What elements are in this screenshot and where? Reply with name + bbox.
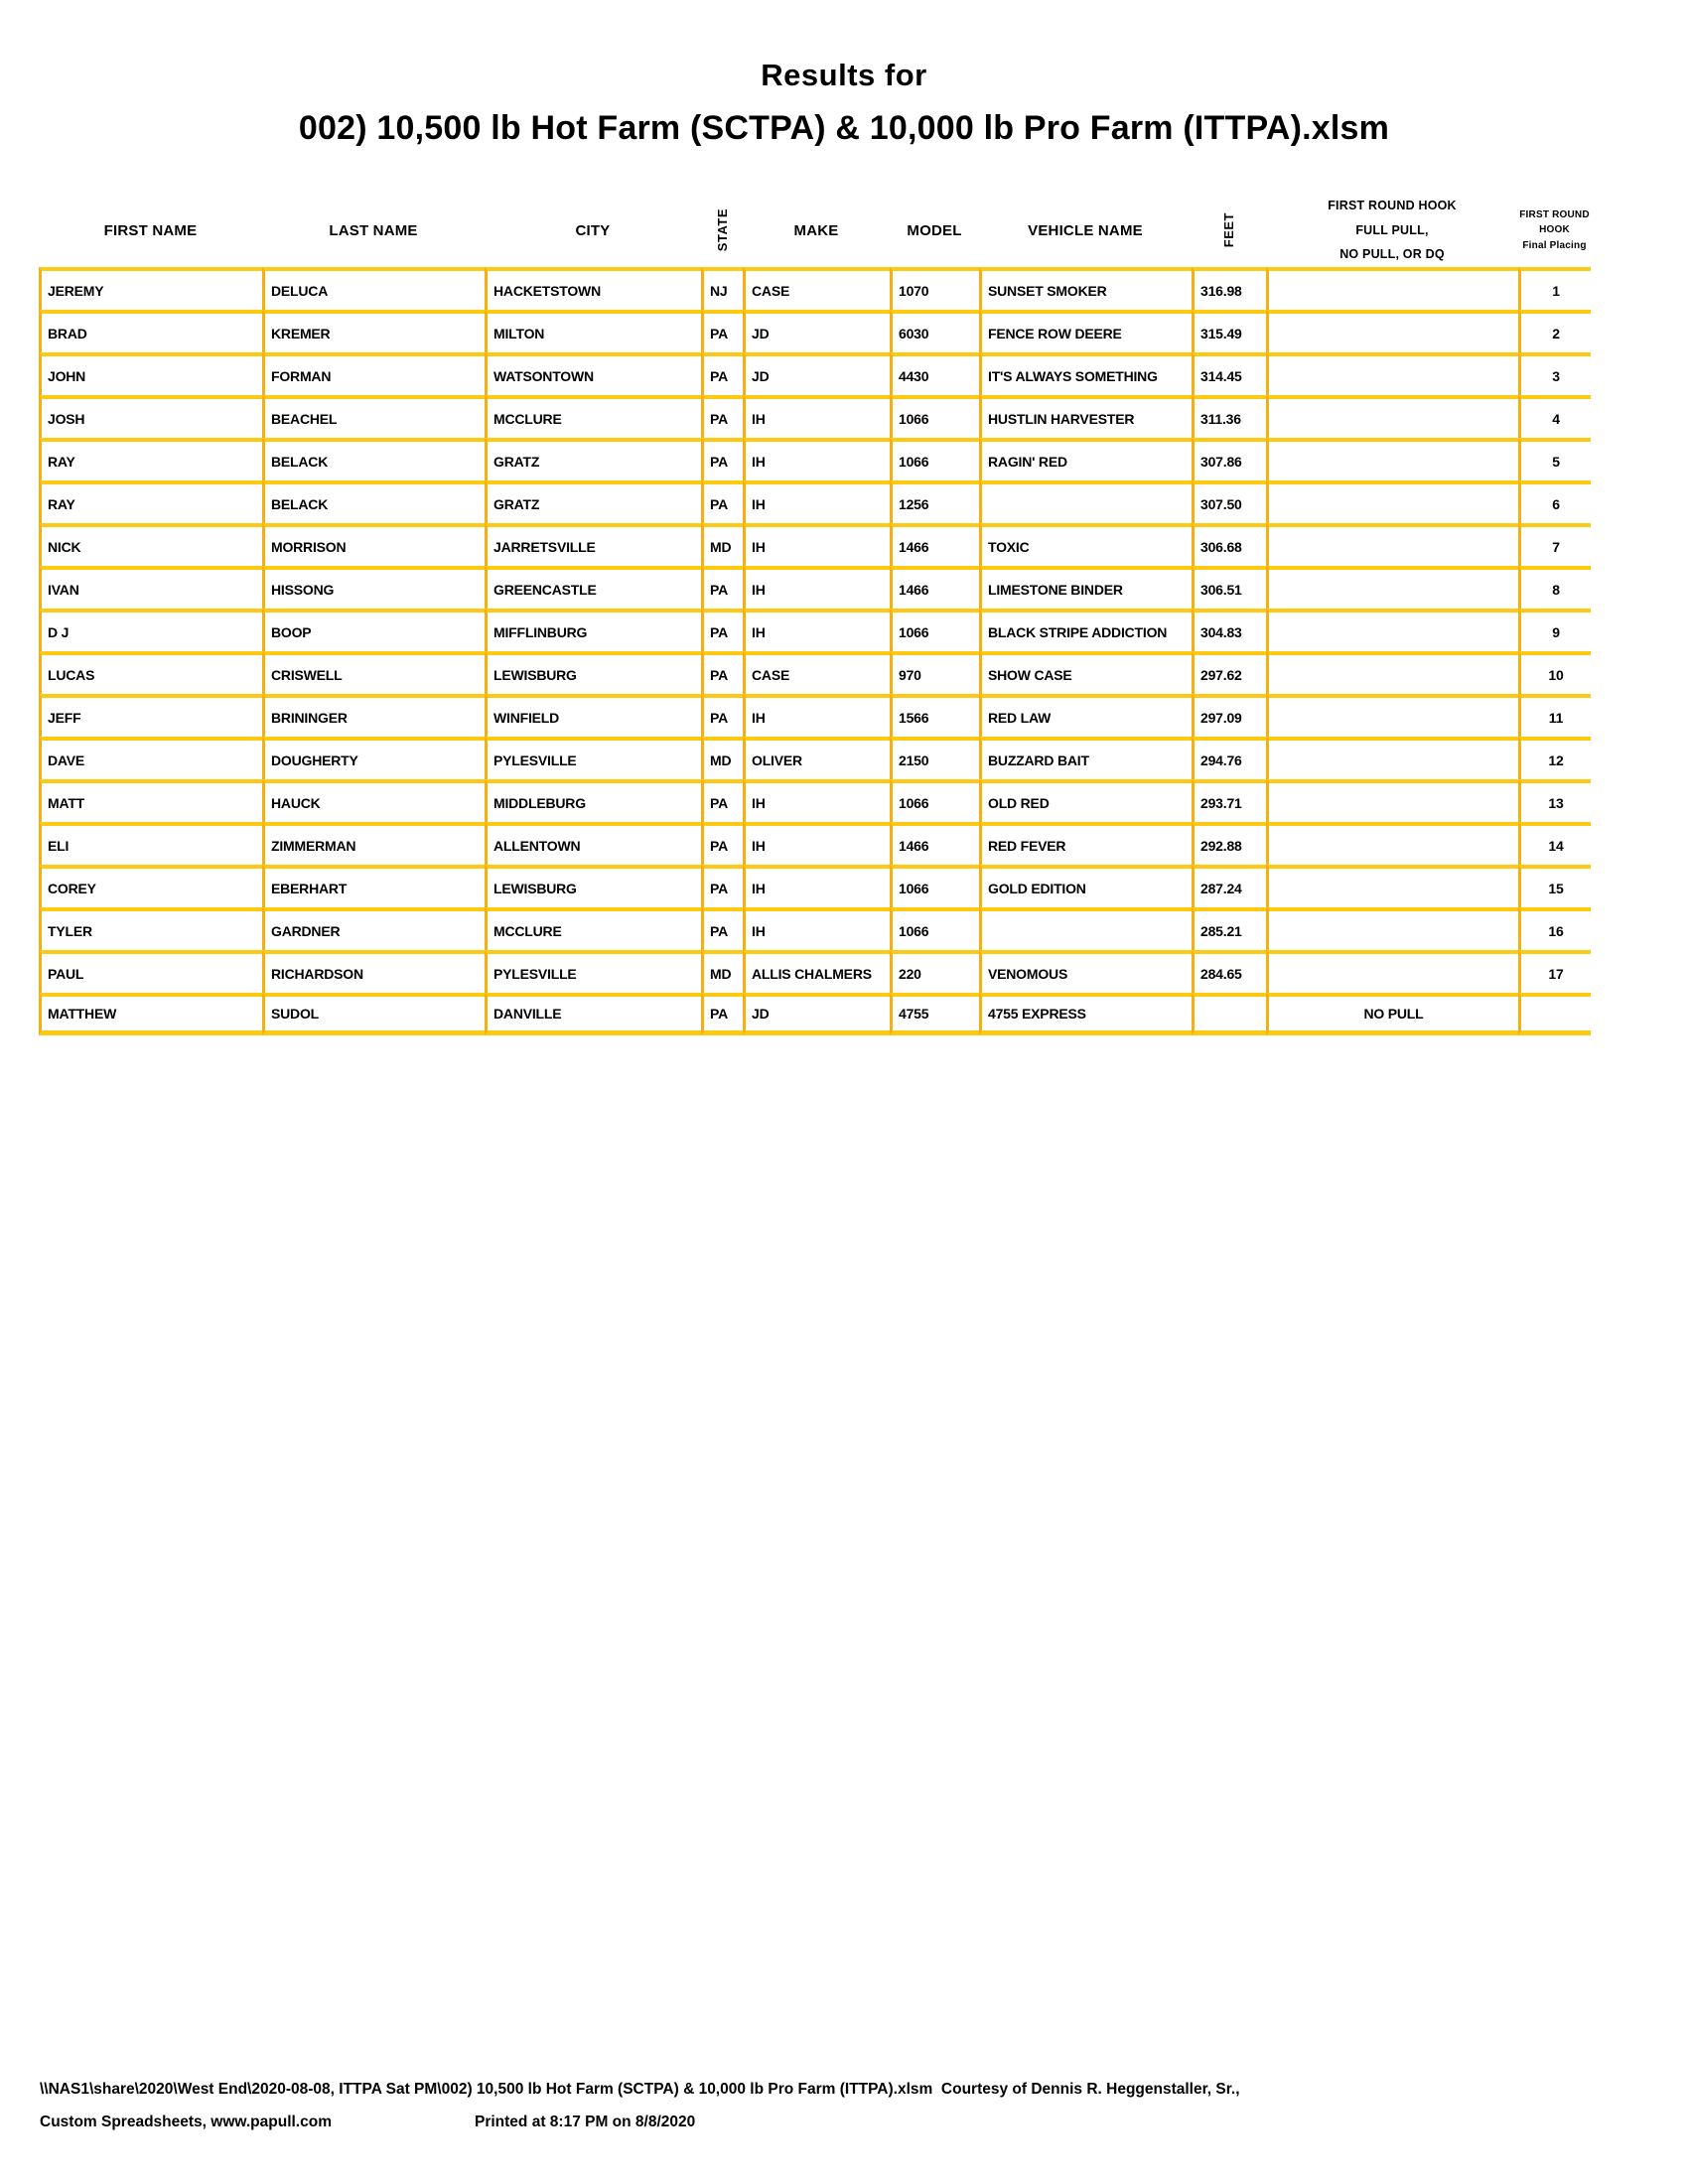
cell-make: IH [743, 822, 890, 865]
page-title [0, 58, 1688, 148]
cell-state: MD [701, 737, 743, 779]
title-results-for: Results for [761, 58, 927, 92]
cell-make: ALLIS CHALMERS [743, 950, 890, 993]
cell-model: 1070 [890, 267, 979, 310]
cell-make: IH [743, 779, 890, 822]
cell-first_name: DAVE [39, 737, 262, 779]
cell-first_name: MATT [39, 779, 262, 822]
cell-vehicle_name: RED FEVER [979, 822, 1192, 865]
column-header-make: MAKE [793, 221, 839, 239]
cell-last_name: ZIMMERMAN [262, 822, 485, 865]
cell-make: IH [743, 609, 890, 651]
cell-last_name: DOUGHERTY [262, 737, 485, 779]
cell-last_name: CRISWELL [262, 651, 485, 694]
cell-first_name: MATTHEW [39, 993, 262, 1035]
cell-placing: 9 [1518, 609, 1591, 651]
footer-file-path: \\NAS1\share\2020\West End\2020-08-08, ITTPA Sat PM\002) 10,500 lb Hot Farm (SCTPA) & 10,000 lb Pro Farm (ITTPA).xlsm Courtesy of Dennis R. Heggenstaller, Sr., [40, 2081, 1240, 2098]
footer-printed-timestamp: Printed at 8:17 PM on 8/8/2020 [475, 2114, 696, 2130]
cell-vehicle_name: VENOMOUS [979, 950, 1192, 993]
cell-first_name: RAY [39, 438, 262, 480]
cell-state: PA [701, 694, 743, 737]
cell-vehicle_name: TOXIC [979, 523, 1192, 566]
cell-city: MIFFLINBURG [485, 609, 701, 651]
column-header-first-round-hook-result: FIRST ROUND HOOK FULL PULL, NO PULL, OR DQ [1328, 199, 1457, 262]
cell-last_name: KREMER [262, 310, 485, 352]
cell-hook [1266, 907, 1518, 950]
cell-vehicle_name [979, 480, 1192, 523]
cell-feet: 314.45 [1192, 352, 1266, 395]
cell-vehicle_name: IT'S ALWAYS SOMETHING [979, 352, 1192, 395]
cell-feet: 297.09 [1192, 694, 1266, 737]
cell-placing: 15 [1518, 865, 1591, 907]
cell-first_name: JOSH [39, 395, 262, 438]
cell-make: IH [743, 438, 890, 480]
cell-city: WINFIELD [485, 694, 701, 737]
cell-first_name: IVAN [39, 566, 262, 609]
cell-hook [1266, 395, 1518, 438]
cell-feet: 311.36 [1192, 395, 1266, 438]
cell-city: DANVILLE [485, 993, 701, 1035]
cell-feet: 293.71 [1192, 779, 1266, 822]
cell-first_name: ELI [39, 822, 262, 865]
cell-hook [1266, 480, 1518, 523]
cell-hook [1266, 566, 1518, 609]
cell-last_name: DELUCA [262, 267, 485, 310]
cell-feet: 292.88 [1192, 822, 1266, 865]
cell-city: LEWISBURG [485, 865, 701, 907]
cell-model: 6030 [890, 310, 979, 352]
cell-city: GRATZ [485, 480, 701, 523]
cell-hook: NO PULL [1266, 993, 1518, 1035]
cell-hook [1266, 865, 1518, 907]
cell-feet: 287.24 [1192, 865, 1266, 907]
title-class-filename: 002) 10,500 lb Hot Farm (SCTPA) & 10,000 lb Pro Farm (ITTPA).xlsm [298, 109, 1390, 147]
cell-make: IH [743, 907, 890, 950]
cell-vehicle_name: HUSTLIN HARVESTER [979, 395, 1192, 438]
cell-make: IH [743, 523, 890, 566]
cell-hook [1266, 438, 1518, 480]
column-header-vehicle-name: VEHICLE NAME [1028, 221, 1143, 239]
cell-first_name: JEREMY [39, 267, 262, 310]
page-footer [40, 2081, 1240, 2133]
cell-vehicle_name: SHOW CASE [979, 651, 1192, 694]
cell-vehicle_name: BUZZARD BAIT [979, 737, 1192, 779]
column-header-first-name: FIRST NAME [103, 221, 198, 239]
cell-state: PA [701, 993, 743, 1035]
cell-last_name: HISSONG [262, 566, 485, 609]
cell-make: OLIVER [743, 737, 890, 779]
cell-make: JD [743, 310, 890, 352]
cell-last_name: FORMAN [262, 352, 485, 395]
cell-state: PA [701, 395, 743, 438]
cell-make: IH [743, 566, 890, 609]
cell-placing: 5 [1518, 438, 1591, 480]
cell-placing: 12 [1518, 737, 1591, 779]
cell-feet [1192, 993, 1266, 1035]
cell-hook [1266, 609, 1518, 651]
cell-make: JD [743, 993, 890, 1035]
cell-vehicle_name: SUNSET SMOKER [979, 267, 1192, 310]
cell-city: MILTON [485, 310, 701, 352]
cell-feet: 306.68 [1192, 523, 1266, 566]
cell-last_name: BOOP [262, 609, 485, 651]
cell-city: PYLESVILLE [485, 737, 701, 779]
cell-model: 1066 [890, 395, 979, 438]
cell-state: PA [701, 352, 743, 395]
cell-last_name: BEACHEL [262, 395, 485, 438]
cell-vehicle_name: 4755 EXPRESS [979, 993, 1192, 1035]
column-header-state: STATE [714, 208, 730, 252]
cell-model: 1466 [890, 566, 979, 609]
cell-vehicle_name: BLACK STRIPE ADDICTION [979, 609, 1192, 651]
cell-city: GREENCASTLE [485, 566, 701, 609]
cell-placing: 17 [1518, 950, 1591, 993]
cell-make: JD [743, 352, 890, 395]
cell-feet: 306.51 [1192, 566, 1266, 609]
cell-placing: 6 [1518, 480, 1591, 523]
cell-vehicle_name: FENCE ROW DEERE [979, 310, 1192, 352]
column-header-final-placing: FIRST ROUND HOOK Final Placing [1519, 208, 1590, 251]
cell-vehicle_name: RED LAW [979, 694, 1192, 737]
cell-state: PA [701, 310, 743, 352]
cell-placing: 1 [1518, 267, 1591, 310]
cell-model: 970 [890, 651, 979, 694]
cell-state: PA [701, 566, 743, 609]
cell-state: MD [701, 523, 743, 566]
cell-first_name: JOHN [39, 352, 262, 395]
cell-state: PA [701, 907, 743, 950]
cell-city: LEWISBURG [485, 651, 701, 694]
cell-state: MD [701, 950, 743, 993]
cell-vehicle_name: GOLD EDITION [979, 865, 1192, 907]
footer-credit: Custom Spreadsheets, www.papull.com [40, 2114, 332, 2130]
cell-placing: 14 [1518, 822, 1591, 865]
cell-hook [1266, 267, 1518, 310]
cell-hook [1266, 822, 1518, 865]
cell-model: 1066 [890, 438, 979, 480]
cell-last_name: MORRISON [262, 523, 485, 566]
cell-hook [1266, 950, 1518, 993]
cell-vehicle_name: OLD RED [979, 779, 1192, 822]
cell-make: CASE [743, 267, 890, 310]
cell-state: PA [701, 651, 743, 694]
cell-feet: 315.49 [1192, 310, 1266, 352]
cell-city: PYLESVILLE [485, 950, 701, 993]
cell-city: ALLENTOWN [485, 822, 701, 865]
cell-vehicle_name: RAGIN' RED [979, 438, 1192, 480]
cell-model: 220 [890, 950, 979, 993]
cell-city: MIDDLEBURG [485, 779, 701, 822]
cell-first_name: COREY [39, 865, 262, 907]
cell-feet: 304.83 [1192, 609, 1266, 651]
cell-last_name: BELACK [262, 480, 485, 523]
cell-hook [1266, 779, 1518, 822]
cell-feet: 297.62 [1192, 651, 1266, 694]
cell-model: 1066 [890, 907, 979, 950]
cell-hook [1266, 523, 1518, 566]
cell-model: 1066 [890, 779, 979, 822]
cell-first_name: RAY [39, 480, 262, 523]
cell-city: WATSONTOWN [485, 352, 701, 395]
cell-feet: 294.76 [1192, 737, 1266, 779]
cell-city: JARRETSVILLE [485, 523, 701, 566]
cell-placing: 8 [1518, 566, 1591, 609]
cell-placing: 2 [1518, 310, 1591, 352]
cell-first_name: NICK [39, 523, 262, 566]
results-table [39, 194, 1591, 1035]
cell-make: IH [743, 865, 890, 907]
cell-state: PA [701, 779, 743, 822]
cell-model: 1466 [890, 822, 979, 865]
cell-make: IH [743, 694, 890, 737]
cell-model: 4755 [890, 993, 979, 1035]
cell-last_name: GARDNER [262, 907, 485, 950]
cell-state: PA [701, 609, 743, 651]
cell-hook [1266, 694, 1518, 737]
cell-last_name: RICHARDSON [262, 950, 485, 993]
cell-first_name: TYLER [39, 907, 262, 950]
cell-first_name: BRAD [39, 310, 262, 352]
cell-first_name: LUCAS [39, 651, 262, 694]
cell-last_name: HAUCK [262, 779, 485, 822]
cell-make: IH [743, 480, 890, 523]
cell-placing: 4 [1518, 395, 1591, 438]
cell-feet: 316.98 [1192, 267, 1266, 310]
cell-feet: 285.21 [1192, 907, 1266, 950]
cell-feet: 307.86 [1192, 438, 1266, 480]
cell-hook [1266, 310, 1518, 352]
cell-model: 1066 [890, 865, 979, 907]
cell-model: 2150 [890, 737, 979, 779]
cell-first_name: D J [39, 609, 262, 651]
cell-placing: 16 [1518, 907, 1591, 950]
cell-model: 1256 [890, 480, 979, 523]
cell-placing: 7 [1518, 523, 1591, 566]
cell-make: CASE [743, 651, 890, 694]
cell-city: MCCLURE [485, 395, 701, 438]
cell-state: PA [701, 822, 743, 865]
column-header-model: MODEL [907, 221, 962, 239]
cell-hook [1266, 352, 1518, 395]
column-header-city: CITY [575, 221, 611, 239]
cell-first_name: PAUL [39, 950, 262, 993]
cell-placing: 10 [1518, 651, 1591, 694]
cell-vehicle_name: LIMESTONE BINDER [979, 566, 1192, 609]
cell-model: 1066 [890, 609, 979, 651]
cell-hook [1266, 651, 1518, 694]
cell-last_name: BRININGER [262, 694, 485, 737]
cell-state: PA [701, 865, 743, 907]
column-header-feet: FEET [1221, 212, 1236, 248]
cell-city: HACKETSTOWN [485, 267, 701, 310]
cell-feet: 284.65 [1192, 950, 1266, 993]
cell-state: PA [701, 438, 743, 480]
cell-placing: 3 [1518, 352, 1591, 395]
cell-state: NJ [701, 267, 743, 310]
cell-city: MCCLURE [485, 907, 701, 950]
cell-last_name: SUDOL [262, 993, 485, 1035]
cell-make: IH [743, 395, 890, 438]
cell-city: GRATZ [485, 438, 701, 480]
cell-model: 1566 [890, 694, 979, 737]
cell-last_name: BELACK [262, 438, 485, 480]
cell-hook [1266, 737, 1518, 779]
cell-placing: 13 [1518, 779, 1591, 822]
cell-model: 1466 [890, 523, 979, 566]
column-header-last-name: LAST NAME [329, 221, 418, 239]
cell-last_name: EBERHART [262, 865, 485, 907]
cell-feet: 307.50 [1192, 480, 1266, 523]
cell-model: 4430 [890, 352, 979, 395]
cell-placing [1518, 993, 1591, 1035]
cell-placing: 11 [1518, 694, 1591, 737]
cell-vehicle_name [979, 907, 1192, 950]
cell-first_name: JEFF [39, 694, 262, 737]
cell-state: PA [701, 480, 743, 523]
